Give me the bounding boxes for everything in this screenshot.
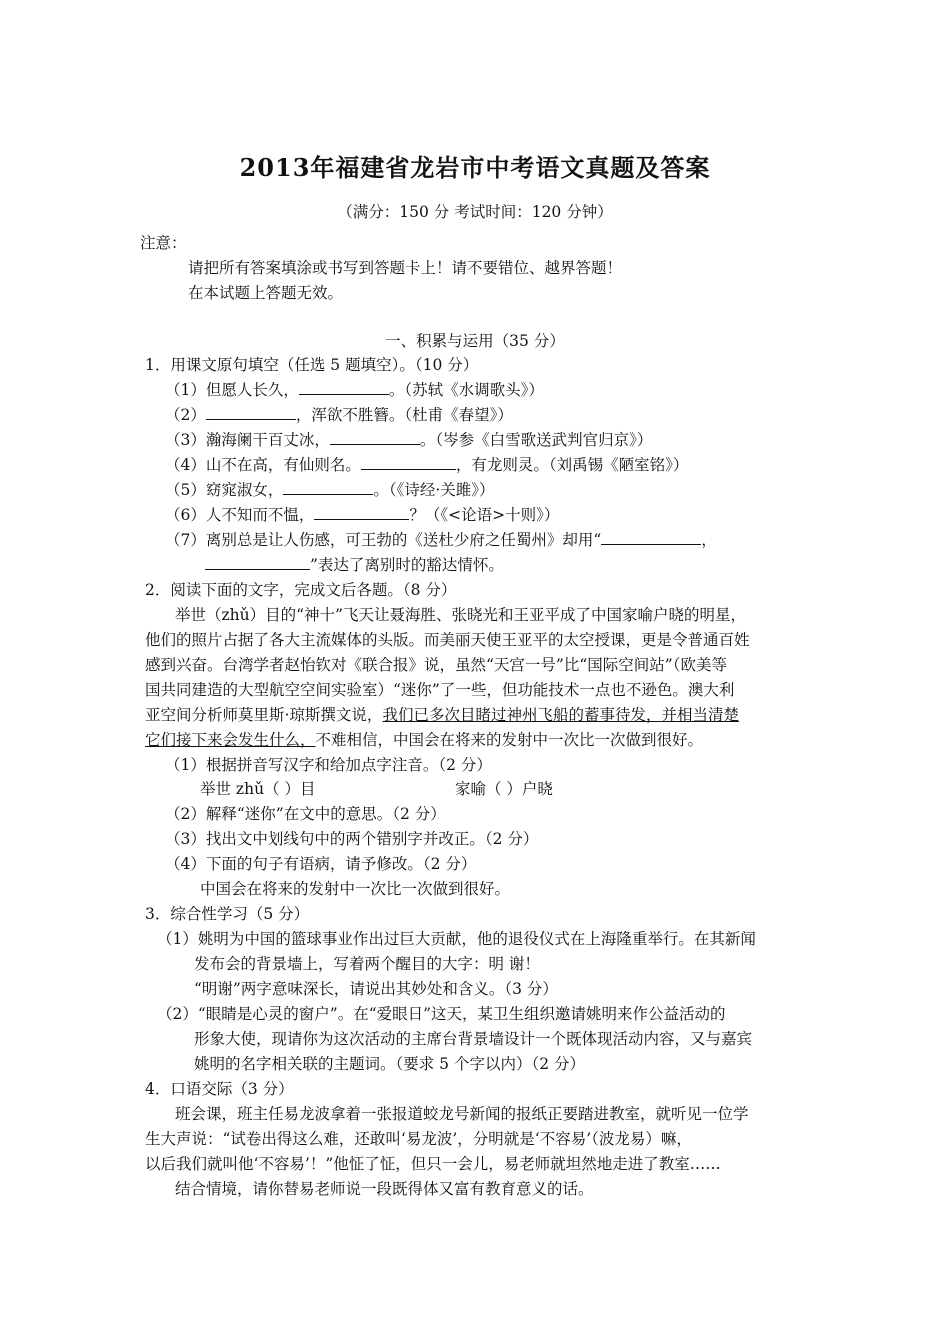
answer-blank[interactable] — [361, 455, 456, 470]
passage-text: 亚空间分析师莫里斯·琼斯撰文说， — [145, 706, 383, 724]
q3-stem: 3．综合性学习（5 分） — [145, 905, 310, 923]
passage-line: 感到兴奋。台湾学者赵怡钦对《联合报》说，虽然“天宫一号”比“国际空间站”（欧美等 — [145, 656, 727, 674]
q1-item-3 — [165, 430, 652, 450]
notice-line-2: 在本试题上答题无效。 — [188, 284, 344, 302]
q4-prompt: 结合情境，请你替易老师说一段既得体又富有教育意义的话。 — [175, 1180, 594, 1198]
q3-sub-2-line: 姚明的名字相关联的主题词。（要求 5 个字以内）（2 分） — [194, 1055, 586, 1073]
q2-sub-1: （1）根据拼音写汉字和给加点字注音。（2 分） — [165, 756, 492, 774]
q1-item-2-text: （2） — [165, 406, 206, 424]
q1-item-3-source: 。（岑参《白雪歌送武判官归京》） — [419, 431, 653, 449]
q4-stem: 4．口语交际（3 分） — [145, 1080, 294, 1098]
q1-item-7-end: ”表达了离别时的豁达情怀。 — [310, 556, 504, 574]
q1-item-7-cont — [205, 555, 504, 575]
passage-line: 举世（zhǔ）目的“神十”飞天让聂海胜、张晓光和王亚平成了中国家喻户晓的明星， — [175, 606, 746, 624]
answer-blank[interactable] — [283, 480, 373, 495]
passage-line: 他们的照片占据了各大主流媒体的头版。而美丽天使王亚平的太空授课，更是令普通百姓 — [145, 631, 750, 649]
q1-item-6-source: ？（《<论语>十则》） — [409, 506, 560, 524]
q1-item-6-text: （6）人不知而不愠， — [165, 506, 315, 524]
q1-item-5 — [165, 480, 495, 500]
answer-blank[interactable] — [206, 405, 296, 420]
q2-sub-1-a: 举世 zhǔ（ ）目 — [200, 780, 316, 798]
q3-sub-2-line: 形象大使，现请你为这次活动的主席台背景墙设计一个既体现活动内容，又与嘉宾 — [194, 1030, 753, 1048]
section-heading: 一、积累与运用（35 分） — [385, 332, 565, 350]
q1-item-2 — [165, 405, 513, 425]
q3-sub-1: （1）姚明为中国的篮球事业作出过巨大贡献，他的退役仪式在上海隆重举行。在其新闻 — [157, 930, 756, 948]
q4-passage-line: 班会课，班主任易龙波拿着一张报道蛟龙号新闻的报纸正要踏进教室，就听见一位学 — [175, 1105, 749, 1123]
q1-item-1-source: 。（苏轼《水调歌头》） — [388, 381, 544, 399]
passage-line — [145, 705, 739, 725]
q1-item-4-text: （4）山不在高，有仙则名。 — [165, 456, 361, 474]
page-title: 2013年福建省龙岩市中考语文真题及答案 — [239, 153, 711, 182]
q2-sub-2: （2）解释“迷你”在文中的意思。（2 分） — [165, 805, 446, 823]
q3-sub-2: （2）“眼睛是心灵的窗户”。在“爱眼日”这天，某卫生组织邀请姚明来作公益活动的 — [157, 1005, 726, 1023]
answer-blank[interactable] — [205, 555, 310, 570]
q1-item-5-text: （5）窈窕淑女， — [165, 481, 284, 499]
q1-item-7-text: （7）离别总是让人伤感，可王勃的《送杜少府之任蜀州》却用“ — [165, 531, 602, 549]
q4-passage-line: 生大声说：“试卷出得这么难，还敢叫‘易龙波’，分明就是‘不容易’（波龙易）嘛， — [145, 1130, 692, 1148]
q1-item-6 — [165, 505, 559, 525]
q1-item-3-text: （3）瀚海阑干百丈冰， — [165, 431, 330, 449]
q2-sub-1-b: 家喻（ ）户晓 — [455, 780, 553, 798]
q1-item-4-source: ，有龙则灵。（刘禹锡《陋室铭》） — [455, 456, 689, 474]
passage-line — [145, 730, 703, 750]
q1-item-1 — [165, 380, 544, 400]
underlined-sentence: 它们接下来会发生什么， — [145, 731, 316, 749]
q1-item-7 — [165, 530, 717, 550]
answer-blank[interactable] — [330, 430, 420, 445]
notice-label: 注意： — [140, 234, 187, 252]
answer-blank[interactable] — [601, 530, 701, 545]
q1-item-5-source: 。（《诗经·关雎》） — [373, 481, 495, 499]
exam-info: （满分：150 分 考试时间：120 分钟） — [337, 203, 613, 221]
notice-line-1: 请把所有答案填涂或书写到答题卡上！请不要错位、越界答题！ — [188, 259, 623, 277]
q2-sub-3: （3）找出文中划线句中的两个错别字并改正。（2 分） — [165, 830, 539, 848]
q1-item-2-source: ，浑欲不胜簪。（杜甫《春望》） — [295, 406, 513, 424]
q1-stem: 1．用课文原句填空（任选 5 题填空）。（10 分） — [145, 356, 479, 374]
passage-text: 不难相信，中国会在将来的发射中一次比一次做到很好。 — [315, 731, 704, 749]
passage-line: 国共同建造的大型航空空间实验室）“迷你”了一些，但功能技术一点也不逊色。澳大利 — [145, 681, 735, 699]
q4-passage-line: 以后我们就叫他‘不容易’！”他怔了怔，但只一会儿，易老师就坦然地走进了教室…… — [145, 1155, 721, 1173]
q2-stem: 2．阅读下面的文字，完成文后各题。（8 分） — [145, 581, 457, 599]
q1-item-7-comma: ， — [701, 531, 717, 549]
q3-sub-1-line: 发布会的背景墙上，写着两个醒目的大字：明 谢！ — [194, 955, 540, 973]
answer-blank[interactable] — [299, 380, 389, 395]
q3-sub-1-line: “明谢”两字意味深长，请说出其妙处和含义。（3 分） — [194, 980, 558, 998]
q1-item-1-text: （1）但愿人长久， — [165, 381, 299, 399]
underlined-sentence: 我们已多次目睹过神州飞船的蓄事待发，并相当清楚 — [382, 706, 739, 724]
q2-sub-4: （4）下面的句子有语病，请予修改。（2 分） — [165, 855, 477, 873]
q2-sub-4-sentence: 中国会在将来的发射中一次比一次做到很好。 — [200, 880, 511, 898]
answer-blank[interactable] — [314, 505, 409, 520]
q1-item-4 — [165, 455, 688, 475]
